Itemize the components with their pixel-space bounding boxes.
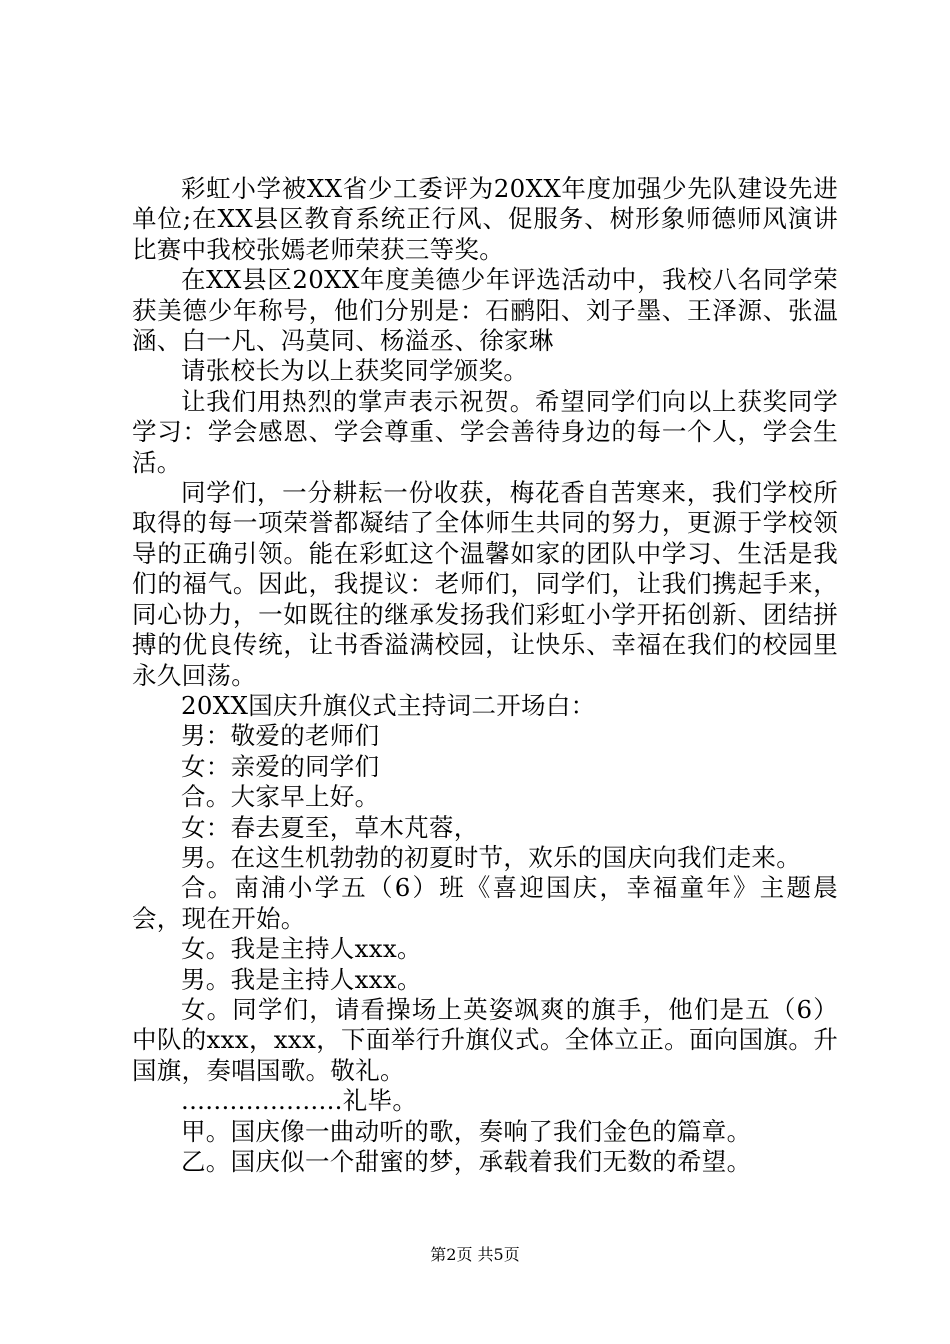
paragraph-5: 同学们，一分耕耘一份收获，梅花香自苦寒来，我们学校所取得的每一项荣誉都凝结了全体师生共同的努力，更源于学校领导的正确引领。能在彩虹这个温馨如家的团队中学习、生活是我们的福气。因此，我提议：老师们，同学们，让我们携起手来，同心协力，一如既往的继承发扬我们彩虹小学开拓创新、团结拼搏的优良传统，让书香溢满校园，让快乐、幸福在我们的校园里永久回荡。 bbox=[132, 478, 838, 690]
dialogue-line: 女。同学们，请看操场上英姿飒爽的旗手，他们是五（6）中队的xxx，xxx，下面举行升旗仪式。全体立正。面向国旗。升国旗，奏唱国歌。敬礼。 bbox=[132, 994, 838, 1085]
dialogue-line: 女：春去夏至，草木芃蓉， bbox=[181, 812, 479, 842]
page-number-footer: 第2页 共5页 bbox=[430, 1245, 520, 1264]
dialogue-line: 合。大家早上好。 bbox=[181, 782, 380, 812]
document-body bbox=[132, 174, 838, 1177]
dialogue-line: 男：敬爱的老师们 bbox=[181, 721, 380, 751]
dialogue-line: 女：亲爱的同学们 bbox=[181, 751, 380, 781]
dialogue-line: 乙。国庆似一个甜蜜的梦，承载着我们无数的希望。 bbox=[181, 1147, 752, 1176]
dialogue-line: 甲。国庆像一曲动听的歌，奏响了我们金色的篇章。 bbox=[181, 1116, 752, 1146]
dialogue-line: ....................礼毕。 bbox=[181, 1086, 418, 1116]
dialogue-line: 男。我是主持人xxx。 bbox=[181, 964, 422, 994]
paragraph-2: 在XX县区20XX年度美德少年评选活动中，我校八名同学荣获美德少年称号，他们分别是：石鹂阳、刘子墨、王泽源、张温涵、白一凡、冯莫同、杨溢丞、徐家琳 bbox=[132, 265, 838, 356]
dialogue-line: 合。南浦小学五（6）班《喜迎国庆，幸福童年》主题晨会，现在开始。 bbox=[132, 873, 838, 933]
paragraph-3: 请张校长为以上获奖同学颁奖。 bbox=[181, 356, 529, 386]
paragraph-1: 彩虹小学被XX省少工委评为20XX年度加强少先队建设先进单位;在XX县区教育系统正行风、促服务、树形象师德师风演讲比赛中我校张嫣老师荣获三等奖。 bbox=[132, 174, 838, 264]
paragraph-4: 让我们用热烈的掌声表示祝贺。希望同学们向以上获奖同学学习：学会感恩、学会尊重、学会善待身边的每一个人，学会生活。 bbox=[132, 386, 838, 477]
section-heading: 20XX国庆升旗仪式主持词二开场白： bbox=[181, 690, 596, 720]
dialogue-line: 女。我是主持人xxx。 bbox=[181, 934, 422, 964]
dialogue-line: 男。在这生机勃勃的初夏时节，欢乐的国庆向我们走来。 bbox=[181, 842, 801, 872]
